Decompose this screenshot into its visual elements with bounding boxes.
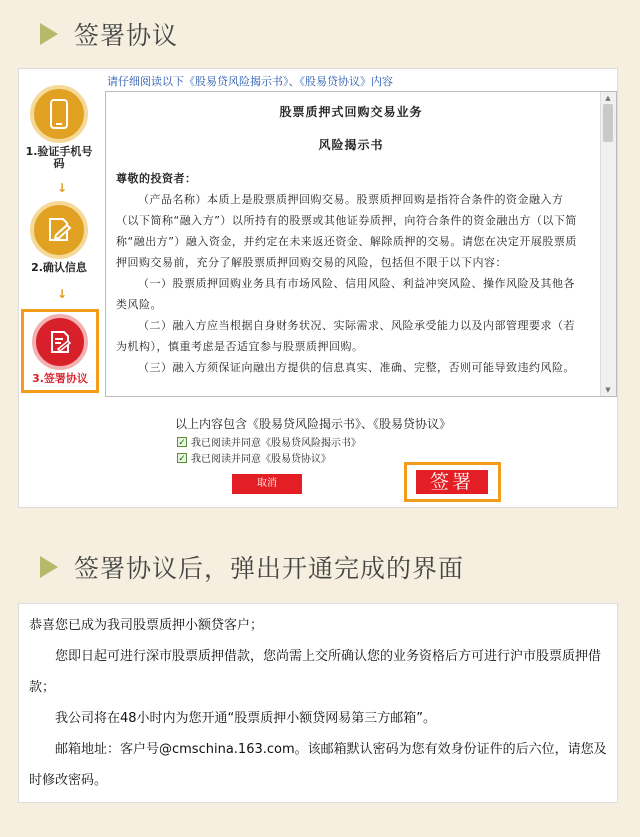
step-circle (30, 201, 88, 259)
agree-risk-disclosure[interactable] (177, 434, 361, 449)
sign-agreement-panel (18, 68, 618, 508)
notice-line: 邮箱地址：客户号@cmschina.163.com。该邮箱默认密码为您有效身份证件的后六位，请您及时修改密码。 (29, 742, 607, 788)
agree-label: 我已阅读并同意《股易贷协议》 (191, 454, 331, 465)
document-paragraph: （二）融入方应当根据自身财务状况、实际需求、风险承受能力以及内部管理要求（若为机构），慎重考虑是否适宜参与股票质押回购。 (116, 319, 575, 353)
section-header-complete (0, 547, 640, 587)
contents-summary: 以上内容包含《股易贷风险揭示书》、《股易贷协议》 (175, 417, 452, 431)
agree-label: 我已阅读并同意《股易贷风险揭示书》 (191, 438, 361, 449)
step-circle (30, 85, 88, 143)
scrollbar-thumb[interactable] (603, 104, 613, 142)
notice-line: 您即日起可进行深市股票质押借款，您尚需上交所确认您的业务资格后方可进行沪市股票质押借款； (29, 649, 602, 695)
step-sign-agreement (21, 309, 99, 393)
document-scrollbar[interactable] (600, 92, 616, 396)
step-verify-phone (23, 85, 95, 170)
activation-notice (29, 610, 609, 796)
checkbox-checked-icon[interactable]: ✓ (178, 437, 186, 448)
sign-icon (47, 329, 73, 355)
document-paragraph: （一）股票质押回购业务具有市场风险、信用风险、利益冲突风险、操作风险及其他各类风险。 (116, 277, 575, 311)
notice-line: 我公司将在48小时内为您开通“股票质押小额贷网易第三方邮箱”。 (55, 711, 437, 726)
document-paragraph: （三）融入方须保证向融出方提供的信息真实、准确、完整，否则可能导致违约风险。 (138, 361, 575, 374)
scroll-up-icon[interactable]: ▲ (605, 94, 611, 102)
step-confirm-info (23, 201, 95, 274)
checkbox-checked-icon[interactable]: ✓ (178, 453, 186, 464)
step-circle (32, 314, 88, 370)
section-title: 签署协议 (74, 21, 179, 50)
down-arrow-icon: ↓ (57, 287, 68, 301)
notice-line: 恭喜您已成为我司股票质押小额贷客户； (29, 618, 264, 633)
section-header-sign (0, 14, 640, 54)
triangle-bullet-icon (40, 556, 58, 578)
section-title: 签署协议后，弹出开通完成的界面 (74, 554, 465, 583)
step-label: 3.签署协议 (32, 372, 88, 385)
activation-complete-panel (18, 603, 618, 803)
document-subtitle: 风险揭示书 (318, 138, 384, 152)
read-instruction: 请仔细阅读以下《股易贷风险揭示书》、《股易贷协议》内容 (107, 75, 393, 88)
agree-loan-agreement[interactable] (177, 450, 331, 465)
phone-icon (48, 99, 70, 129)
document-paragraph: （产品名称）本质上是股票质押回购交易。股票质押回购是指符合条件的资金融入方（以下简称“融入方”）以所持有的股票或其他证券质押，向符合条件的资金融出方（以下简称“融出方”）融入资金，并约定在未来返还资金、解除质押的交易。请您在决定开展股票质押回购交易前，充分了解股票质押回购交易的风险，包括但不限于以下内容： (116, 193, 577, 269)
cancel-button[interactable]: 取消 (232, 474, 302, 494)
edit-icon (45, 216, 73, 244)
sign-button-highlight (404, 462, 501, 502)
document-title: 股票质押式回购交易业务 (279, 105, 423, 119)
document-salutation: 尊敬的投资者： (116, 172, 197, 185)
step-label: 2.确认信息 (31, 261, 87, 274)
down-arrow-icon: ↓ (57, 181, 68, 195)
triangle-bullet-icon (40, 23, 58, 45)
scroll-down-icon[interactable]: ▼ (605, 386, 611, 394)
step-label: 1.验证手机号码 (25, 145, 93, 170)
risk-disclosure-document[interactable] (105, 91, 617, 397)
sign-button[interactable]: 签署 (416, 470, 488, 494)
